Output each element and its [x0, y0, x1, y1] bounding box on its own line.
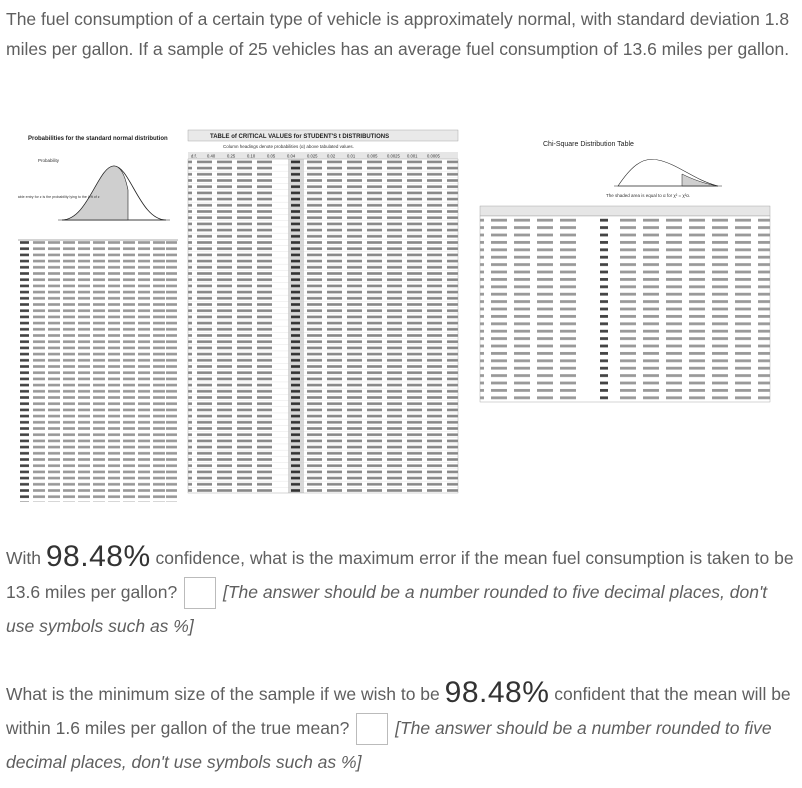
t-header-cell: 0.005 — [367, 153, 378, 159]
question-2 — [6, 676, 796, 779]
q1-after: confidence, what is the maximum error if the mean fuel consumption is taken to be 13.6 miles per gallon? — [6, 548, 794, 602]
t-header-cell: 0.40 — [207, 153, 216, 159]
t-header-cell: 0.01 — [347, 153, 356, 159]
t-header-cell: 0.25 — [227, 153, 236, 159]
normal-table — [18, 136, 184, 502]
q1-note: [The answer should be a number rounded to five decimal places, don't use symbols such as %] — [6, 582, 768, 637]
q2-answer-input[interactable] — [356, 713, 388, 745]
t-table-title: TABLE of CRITICAL VALUES for STUDENT'S t DISTRIBUTIONS — [210, 134, 390, 140]
chi-square-rows — [480, 216, 770, 402]
t-header-cell: 0.0025 — [387, 153, 400, 159]
q1-confidence: 98.48 — [45, 540, 124, 573]
t-header-cell: 0.0005 — [427, 153, 440, 159]
t-table-subtitle: Column headings denote probabilities (α) above tabulated values. — [223, 144, 354, 149]
q2-after: confident that the mean will be within 1.6 miles per gallon of the true mean? — [6, 684, 791, 738]
statistical-tables-image — [18, 128, 794, 528]
normal-table-title: Probabilities for the standard normal distribution — [28, 136, 168, 142]
t-header-cell: 0.04 — [287, 153, 296, 159]
question-1 — [6, 540, 796, 643]
normal-side-note: Table entry for z is the probability lying to the left of z — [18, 195, 100, 199]
q1-answer-input[interactable] — [184, 577, 216, 609]
t-header-cell: 0.02 — [327, 153, 336, 159]
chi-square-caption: The shaded area is equal to α for χ² = χ²α. — [606, 193, 691, 198]
t-header-cell: 0.10 — [247, 153, 256, 159]
t-table-rows — [188, 159, 458, 493]
chi-square-table — [480, 141, 770, 402]
q2-before: What is the minimum size of the sample if we wish to be — [6, 684, 445, 704]
t-header-cell: 0.025 — [307, 153, 318, 159]
q2-note: [The answer should be a number rounded to five decimal places, don't use symbols such as %] — [6, 718, 772, 773]
t-header-cell: 0.05 — [267, 153, 276, 159]
t-header-cell: 0.001 — [407, 153, 418, 159]
t-table — [188, 130, 458, 493]
q1-percent: % — [123, 540, 151, 573]
problem-statement: The fuel consumption of a certain type of vehicle is approximately normal, with standard deviation 1.8 miles per gallon. If a sample of 25 vehicles has an average fuel consumption of 13.6 miles per gallon. — [6, 9, 790, 59]
normal-table-rows — [18, 240, 178, 502]
q1-before: With — [6, 548, 46, 568]
chi-square-title: Chi-Square Distribution Table — [543, 141, 634, 148]
q2-percent: % — [522, 676, 550, 709]
normal-curve-label: Probability — [38, 158, 60, 163]
t-head-label: d.f. — [191, 153, 197, 159]
q2-confidence: 98.48 — [444, 676, 523, 709]
